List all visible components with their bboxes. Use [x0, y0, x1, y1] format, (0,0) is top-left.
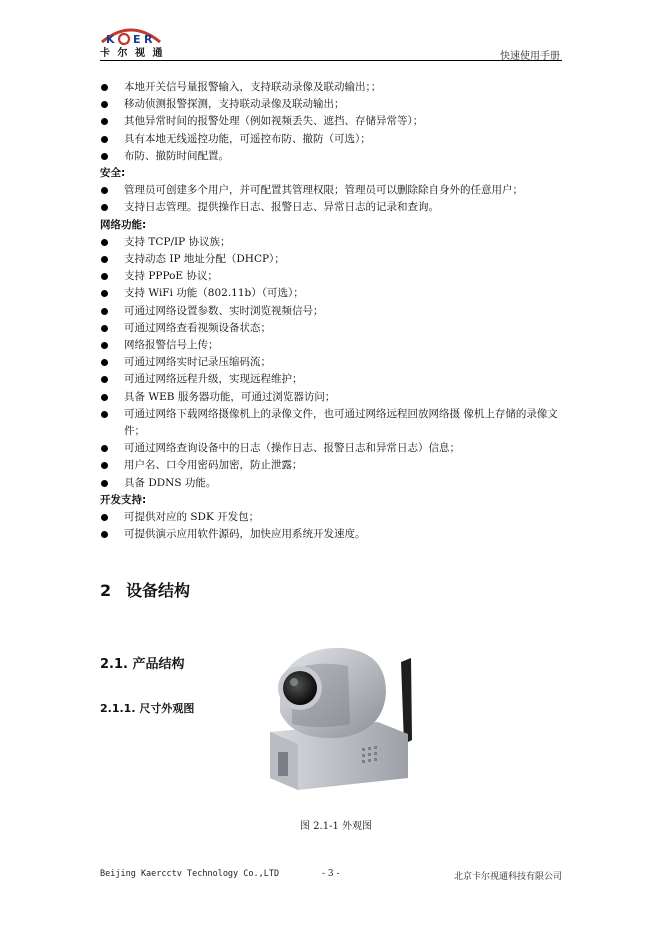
list-item [100, 371, 564, 388]
bullet-icon [101, 204, 108, 211]
bullet-icon [101, 462, 108, 469]
bullet-icon [101, 84, 108, 91]
list-item-text: 支持 PPPoE 协议； [124, 270, 218, 283]
list-item [100, 475, 564, 492]
svg-text:K: K [106, 33, 115, 46]
bullet-icon [101, 514, 108, 521]
list-item-text: 可提供对应的 SDK 开发包； [124, 511, 260, 524]
section-heading-1 [100, 578, 190, 601]
page-number: - 3 - [322, 869, 340, 879]
list-item-text: 支持动态 IP 地址分配（DHCP）； [124, 253, 285, 266]
list-item-text: 其他异常时间的报警处理（例如视频丢失、遮挡、存储异常等）； [124, 115, 424, 128]
list-item [100, 251, 564, 268]
list-item-text: 本地开关信号量报警输入，支持联动录像及联动输出；； [124, 81, 382, 93]
bullet-icon [101, 256, 108, 263]
list-item-text: 可通过网络设置参数、实时浏览视频信号； [124, 304, 324, 317]
figure-caption: 图 2.1-1 外观图 [300, 821, 373, 832]
svg-text:E: E [133, 33, 141, 46]
bullet-icon [101, 411, 108, 418]
section-label-network: 网络功能: [100, 218, 147, 231]
bullet-icon [101, 359, 108, 366]
bullet-icon [101, 445, 108, 452]
svg-text:R: R [144, 33, 153, 46]
list-item-text: 具备 DDNS 功能。 [124, 476, 217, 489]
section-label-security: 安全: [100, 167, 126, 180]
list-item [100, 268, 564, 285]
list-item [100, 199, 564, 216]
section-heading-3: 2.1.1. 尺寸外观图 [100, 702, 195, 715]
footer-company-en: Beijing Kaercctv Technology Co.,LTD [100, 869, 280, 879]
list-item-text: 网络报警信号上传； [124, 339, 219, 352]
list-item [100, 96, 564, 113]
list-item [100, 234, 564, 251]
bullet-icon [101, 342, 108, 349]
document-body [100, 79, 564, 543]
list-item [100, 389, 564, 406]
list-item [100, 182, 564, 199]
list-item [100, 509, 564, 526]
bullet-icon [101, 376, 108, 383]
list-item [100, 303, 564, 320]
list-item-text: 布防、撤防时间配置。 [124, 149, 229, 162]
bullet-icon [101, 101, 108, 108]
logo-text: 卡 尔 视 通 [100, 48, 165, 59]
header-divider [100, 60, 562, 61]
list-item [100, 337, 564, 354]
header-title: 快速使用手册 [500, 51, 560, 62]
list-item [100, 113, 564, 130]
list-item-text: 移动侦测报警探测，支持联动录像及联动输出； [124, 98, 345, 111]
list-item [100, 79, 564, 96]
list-item [100, 440, 564, 457]
page-header [100, 22, 562, 60]
bullet-icon [101, 308, 108, 315]
bullet-icon [101, 394, 108, 401]
list-item [100, 131, 564, 148]
section-title: 设备结构 [126, 581, 191, 600]
bullet-icon [101, 136, 108, 143]
list-item-text: 具有本地无线遥控功能，可遥控布防、撤防（可选）； [124, 132, 371, 145]
list-item [100, 354, 564, 371]
camera-image [258, 640, 428, 800]
footer-company-cn: 北京卡尔视通科技有限公司 [453, 872, 562, 882]
bullet-icon [101, 290, 108, 297]
list-item-text: 可通过网络下载网络摄像机上的录像文件，也可通过网络远程回放网络摄 像机上存储的录像文件； [124, 407, 558, 438]
list-item-text: 用户名、口令用密码加密，防止泄露； [124, 459, 303, 472]
bullet-icon [101, 239, 108, 246]
bullet-icon [101, 273, 108, 280]
list-item-text: 管理员可创建多个用户，并可配置其管理权限；管理员可以删除除自身外的任意用户； [124, 184, 523, 197]
section-heading-2: 2.1. 产品结构 [100, 657, 185, 672]
list-item [100, 526, 564, 543]
section-label-dev: 开发支持: [100, 493, 147, 506]
list-item-text: 支持日志管理。提供操作日志、报警日志、异常日志的记录和查询。 [124, 201, 439, 214]
list-item-text: 支持 TCP/IP 协议族； [124, 235, 231, 248]
list-item [100, 406, 564, 440]
section-number: 2 [100, 581, 112, 600]
list-item [100, 285, 564, 302]
bullet-icon [101, 153, 108, 160]
list-item-text: 可提供演示应用软件源码，加快应用系统开发速度。 [124, 528, 366, 541]
list-item [100, 457, 564, 474]
bullet-icon [101, 118, 108, 125]
list-item-text: 可通过网络查看视频设备状态； [124, 321, 271, 334]
bullet-icon [101, 531, 108, 538]
list-item-text: 可通过网络远程升级，实现远程维护； [124, 373, 303, 386]
list-item-text: 支持 WiFi 功能（802.11b）（可选）； [124, 287, 304, 300]
list-item-text: 具备 WEB 服务器功能，可通过浏览器访问； [124, 390, 336, 403]
bullet-icon [101, 187, 108, 194]
bullet-icon [101, 480, 108, 487]
bullet-icon [101, 325, 108, 332]
list-item [100, 148, 564, 165]
list-item-text: 可通过网络查询设备中的日志（操作日志、报警日志和异常日志）信息； [124, 442, 460, 455]
list-item [100, 320, 564, 337]
list-item-text: 可通过网络实时记录压缩码流； [124, 356, 271, 369]
